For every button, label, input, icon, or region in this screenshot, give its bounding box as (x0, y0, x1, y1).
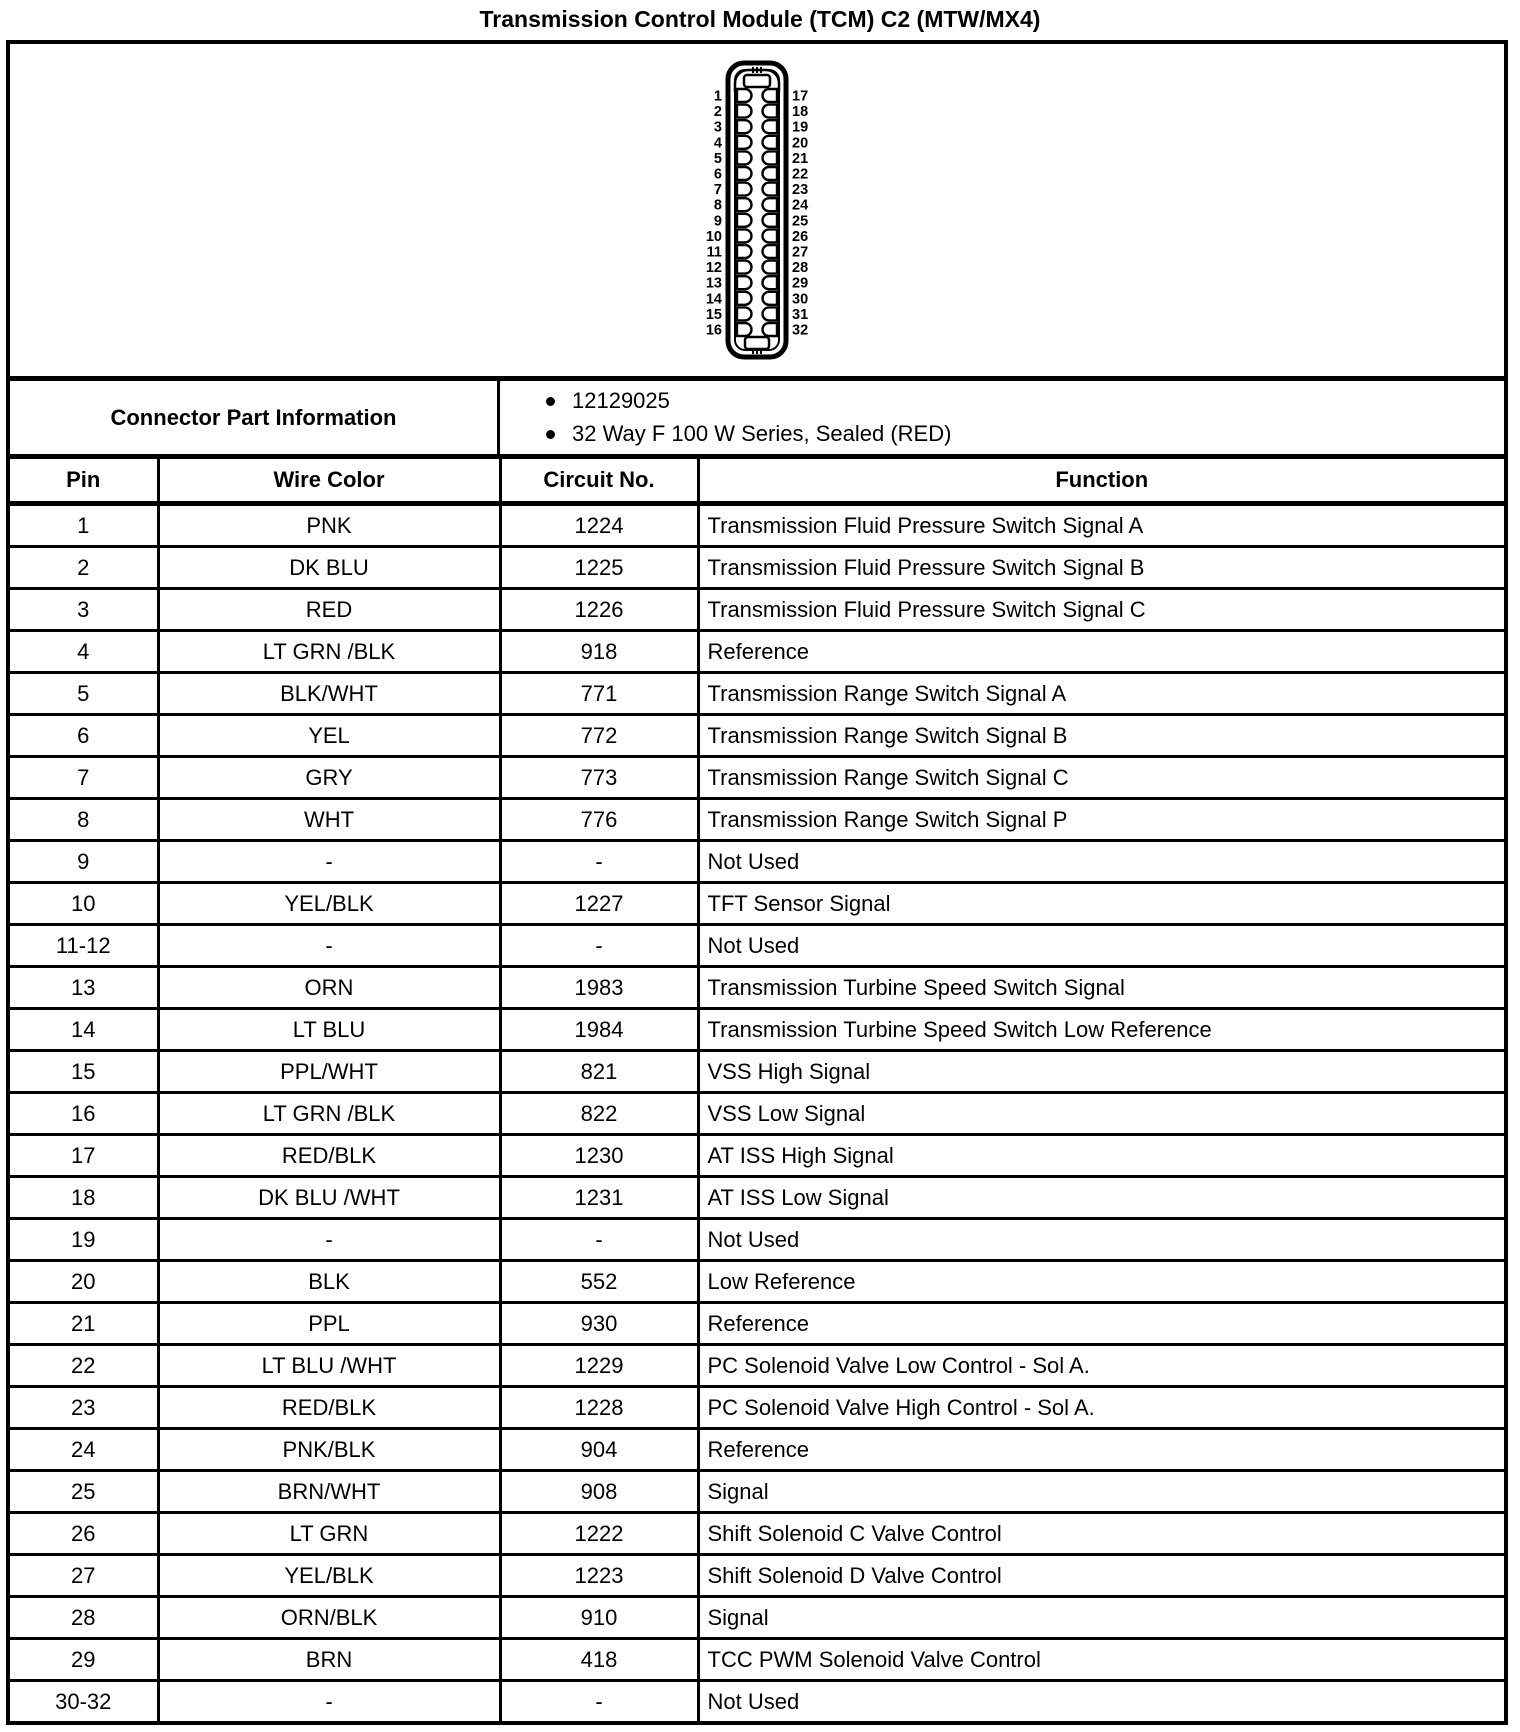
cell-wire-color: PNK (158, 504, 500, 547)
table-row (10, 967, 1504, 1009)
svg-text:25: 25 (792, 213, 809, 230)
table-row (10, 715, 1504, 757)
svg-text:32: 32 (792, 322, 809, 339)
table-row (10, 1009, 1504, 1051)
cell-pin: 1 (10, 504, 158, 547)
cell-circuit-no: 1229 (500, 1345, 698, 1387)
col-header-circuit-no: Circuit No. (500, 457, 698, 504)
table-row (10, 757, 1504, 799)
cell-wire-color: - (158, 1219, 500, 1261)
cell-wire-color: BRN (158, 1639, 500, 1681)
table-row (10, 1555, 1504, 1597)
svg-text:24: 24 (792, 197, 809, 214)
col-header-wire-color: Wire Color (158, 457, 500, 504)
table-row (10, 547, 1504, 589)
cell-wire-color: YEL/BLK (158, 1555, 500, 1597)
cell-wire-color: ORN (158, 967, 500, 1009)
svg-text:18: 18 (792, 104, 809, 121)
table-row (10, 1093, 1504, 1135)
cell-wire-color: LT GRN (158, 1513, 500, 1555)
cell-circuit-no: - (500, 841, 698, 883)
svg-text:8: 8 (713, 197, 722, 214)
cell-pin: 29 (10, 1639, 158, 1681)
connector-part-info-label: Connector Part Information (10, 381, 500, 454)
svg-text:19: 19 (792, 119, 809, 136)
cell-circuit-no: - (500, 925, 698, 967)
cell-circuit-no: 1224 (500, 504, 698, 547)
svg-text:23: 23 (792, 182, 809, 199)
page-title: Transmission Control Module (TCM) C2 (MTW/MX4) (479, 6, 1041, 32)
table-row (10, 589, 1504, 631)
cell-wire-color: PPL (158, 1303, 500, 1345)
table-header-row (10, 457, 1504, 504)
part-description-item (546, 422, 1504, 446)
cell-circuit-no: 904 (500, 1429, 698, 1471)
cell-circuit-no: 776 (500, 799, 698, 841)
svg-text:1: 1 (713, 88, 722, 105)
cell-function: Reference (698, 631, 1504, 673)
cell-function: Reference (698, 1429, 1504, 1471)
cell-wire-color: BLK/WHT (158, 673, 500, 715)
svg-text:28: 28 (792, 260, 809, 277)
cell-circuit-no: 1230 (500, 1135, 698, 1177)
cell-function: Transmission Range Switch Signal P (698, 799, 1504, 841)
cell-pin: 25 (10, 1471, 158, 1513)
cell-function: Transmission Turbine Speed Switch Signal (698, 967, 1504, 1009)
cell-function: Low Reference (698, 1261, 1504, 1303)
cell-pin: 13 (10, 967, 158, 1009)
cell-wire-color: RED (158, 589, 500, 631)
cell-function: Reference (698, 1303, 1504, 1345)
cell-function: Not Used (698, 1681, 1504, 1722)
pin-table-body (10, 504, 1504, 1722)
table-row (10, 1639, 1504, 1681)
cell-function: VSS Low Signal (698, 1093, 1504, 1135)
cell-function: Not Used (698, 1219, 1504, 1261)
svg-text:17: 17 (792, 88, 809, 105)
svg-text:3: 3 (713, 119, 722, 136)
svg-text:30: 30 (792, 291, 809, 308)
cell-wire-color: - (158, 925, 500, 967)
cell-pin: 5 (10, 673, 158, 715)
table-row (10, 883, 1504, 925)
cell-function: Not Used (698, 925, 1504, 967)
cell-wire-color: - (158, 841, 500, 883)
cell-pin: 7 (10, 757, 158, 799)
cell-wire-color: YEL (158, 715, 500, 757)
table-row (10, 799, 1504, 841)
cell-pin: 21 (10, 1303, 158, 1345)
svg-text:20: 20 (792, 135, 809, 152)
cell-function: Transmission Fluid Pressure Switch Signal A (707, 512, 1144, 538)
cell-circuit-no: 1983 (500, 967, 698, 1009)
cell-pin: 30-32 (10, 1681, 158, 1722)
svg-text:21: 21 (792, 150, 809, 167)
cell-circuit-no: 1225 (500, 547, 698, 589)
cell-wire-color: BRN/WHT (158, 1471, 500, 1513)
svg-text:10: 10 (705, 228, 722, 245)
table-row (10, 1051, 1504, 1093)
cell-circuit-no: 1226 (500, 589, 698, 631)
table-row (10, 1471, 1504, 1513)
table-row (10, 1387, 1504, 1429)
cell-circuit-no: 1984 (500, 1009, 698, 1051)
cell-pin: 6 (10, 715, 158, 757)
bullet-icon (546, 430, 555, 439)
cell-pin: 17 (10, 1135, 158, 1177)
cell-function: VSS High Signal (698, 1051, 1504, 1093)
svg-text:14: 14 (705, 291, 722, 308)
cell-wire-color: LT GRN /BLK (158, 631, 500, 673)
svg-text:15: 15 (705, 306, 722, 323)
svg-text:13: 13 (705, 275, 722, 292)
cell-wire-color: RED/BLK (158, 1135, 500, 1177)
cell-circuit-no: 1231 (500, 1177, 698, 1219)
table-row (10, 1177, 1504, 1219)
cell-circuit-no: - (500, 1219, 698, 1261)
cell-circuit-no: 821 (500, 1051, 698, 1093)
table-row (10, 1261, 1504, 1303)
cell-function: Transmission Range Switch Signal A (698, 673, 1504, 715)
part-number-item (546, 389, 1504, 413)
cell-function: Transmission Range Switch Signal B (698, 715, 1504, 757)
cell-function: Transmission Fluid Pressure Switch Signal B (698, 547, 1504, 589)
svg-text:12: 12 (705, 260, 722, 277)
cell-wire-color: WHT (158, 799, 500, 841)
cell-function: Signal (698, 1597, 1504, 1639)
cell-pin: 24 (10, 1429, 158, 1471)
cell-function: Not Used (698, 841, 1504, 883)
pin-table (10, 454, 1504, 1721)
cell-pin: 14 (10, 1009, 158, 1051)
cell-function: Transmission Fluid Pressure Switch Signal C (698, 589, 1504, 631)
cell-wire-color: BLK (158, 1261, 500, 1303)
cell-circuit-no: 908 (500, 1471, 698, 1513)
cell-function: PC Solenoid Valve Low Control - Sol A. (698, 1345, 1504, 1387)
svg-text:29: 29 (792, 275, 809, 292)
cell-pin: 2 (10, 547, 158, 589)
cell-function: TCC PWM Solenoid Valve Control (698, 1639, 1504, 1681)
cell-pin: 9 (10, 841, 158, 883)
svg-text:9: 9 (713, 213, 722, 230)
table-row (10, 925, 1504, 967)
cell-function: Transmission Turbine Speed Switch Low Reference (698, 1009, 1504, 1051)
bullet-icon (546, 397, 555, 406)
cell-function: Shift Solenoid D Valve Control (698, 1555, 1504, 1597)
cell-pin: 28 (10, 1597, 158, 1639)
cell-circuit-no: 771 (500, 673, 698, 715)
svg-text:6: 6 (713, 166, 722, 183)
cell-wire-color: PNK/BLK (158, 1429, 500, 1471)
cell-pin: 19 (10, 1219, 158, 1261)
cell-pin: 4 (10, 631, 158, 673)
cell-pin: 27 (10, 1555, 158, 1597)
svg-text:7: 7 (713, 182, 722, 199)
connector-diagram-section (10, 44, 1504, 376)
cell-pin: 15 (10, 1051, 158, 1093)
cell-wire-color: DK BLU /WHT (158, 1177, 500, 1219)
table-row (10, 1681, 1504, 1722)
cell-pin: 11-12 (10, 925, 158, 967)
cell-circuit-no: 1227 (500, 883, 698, 925)
cell-wire-color: ORN/BLK (158, 1597, 500, 1639)
cell-pin: 16 (10, 1093, 158, 1135)
svg-text:27: 27 (792, 244, 809, 261)
svg-text:26: 26 (792, 228, 809, 245)
cell-wire-color: - (158, 1681, 500, 1722)
svg-text:2: 2 (713, 104, 722, 121)
cell-function: PC Solenoid Valve High Control - Sol A. (698, 1387, 1504, 1429)
part-description-text: 32 Way F 100 W Series, Sealed (RED) (572, 421, 952, 446)
cell-circuit-no: 552 (500, 1261, 698, 1303)
cell-wire-color: LT BLU /WHT (158, 1345, 500, 1387)
table-row (10, 1513, 1504, 1555)
cell-wire-color: DK BLU (158, 547, 500, 589)
svg-text:22: 22 (792, 166, 809, 183)
cell-pin: 20 (10, 1261, 158, 1303)
svg-text:16: 16 (705, 322, 722, 339)
cell-circuit-no: 1223 (500, 1555, 698, 1597)
cell-pin: 26 (10, 1513, 158, 1555)
cell-circuit-no: 772 (500, 715, 698, 757)
cell-circuit-no: 418 (500, 1639, 698, 1681)
table-row (10, 1303, 1504, 1345)
cell-function: Shift Solenoid C Valve Control (698, 1513, 1504, 1555)
table-row (10, 841, 1504, 883)
col-header-function: Function (698, 457, 1504, 504)
cell-circuit-no: 1228 (500, 1387, 698, 1429)
connector-part-info-row (10, 376, 1504, 454)
cell-pin: 23 (10, 1387, 158, 1429)
col-header-pin: Pin (10, 457, 158, 504)
table-row (10, 1219, 1504, 1261)
cell-circuit-no: 910 (500, 1597, 698, 1639)
cell-circuit-no: 930 (500, 1303, 698, 1345)
cell-wire-color: RED/BLK (158, 1387, 500, 1429)
svg-text:4: 4 (713, 135, 722, 152)
cell-pin: 8 (10, 799, 158, 841)
table-row (10, 631, 1504, 673)
svg-text:31: 31 (792, 306, 809, 323)
cell-circuit-no: 822 (500, 1093, 698, 1135)
cell-wire-color: LT BLU (158, 1009, 500, 1051)
cell-pin: 18 (10, 1177, 158, 1219)
table-row (10, 1597, 1504, 1639)
cell-circuit-no: 918 (500, 631, 698, 673)
cell-function: Signal (698, 1471, 1504, 1513)
document-frame (6, 40, 1508, 1725)
cell-function: AT ISS High Signal (698, 1135, 1504, 1177)
svg-text:5: 5 (713, 150, 722, 167)
svg-text:11: 11 (706, 244, 722, 261)
cell-wire-color: LT GRN /BLK (158, 1093, 500, 1135)
part-number-text: 12129025 (572, 388, 670, 413)
table-row (10, 673, 1504, 715)
cell-wire-color: PPL/WHT (158, 1051, 500, 1093)
table-row (10, 1345, 1504, 1387)
cell-wire-color: YEL/BLK (158, 883, 500, 925)
cell-circuit-no: 773 (500, 757, 698, 799)
table-row (10, 504, 1504, 547)
cell-pin: 10 (10, 883, 158, 925)
cell-circuit-no: 1222 (500, 1513, 698, 1555)
cell-function: AT ISS Low Signal (698, 1177, 1504, 1219)
cell-function: TFT Sensor Signal (698, 883, 1504, 925)
cell-function: Transmission Range Switch Signal C (698, 757, 1504, 799)
cell-circuit-no: - (500, 1681, 698, 1722)
cell-pin: 22 (10, 1345, 158, 1387)
table-row (10, 1429, 1504, 1471)
table-row (10, 1135, 1504, 1177)
connector-part-info-list (500, 381, 1504, 454)
connector-32way-diagram (671, 60, 843, 360)
cell-wire-color: GRY (158, 757, 500, 799)
cell-pin: 3 (10, 589, 158, 631)
